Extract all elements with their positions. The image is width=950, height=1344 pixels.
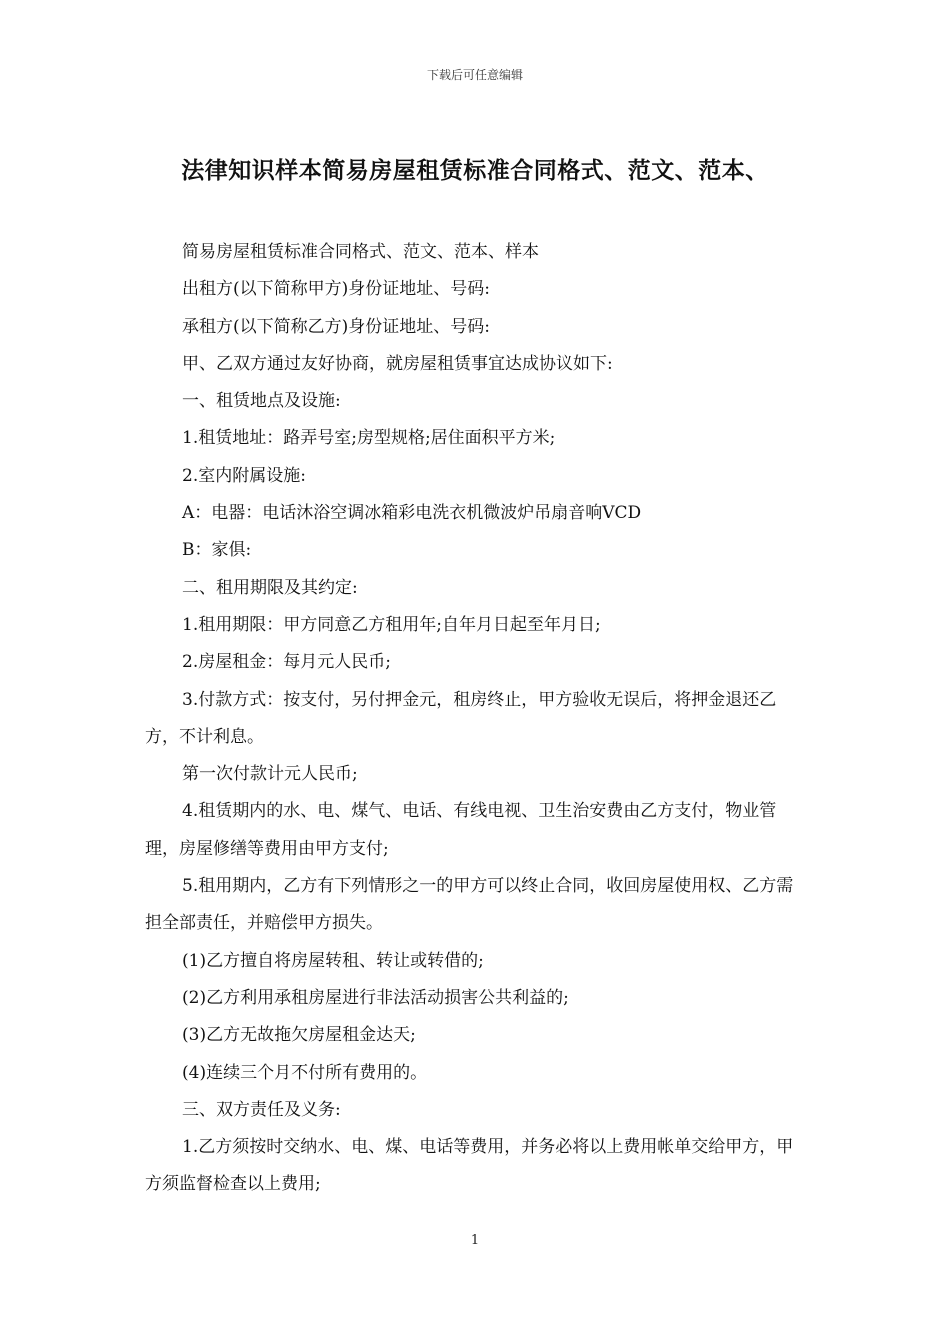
paragraph: 1.租用期限：甲方同意乙方租用年;自年月日起至年月日;: [182, 614, 601, 635]
document-body: [145, 234, 810, 1204]
header-note: 下载后可任意编辑: [426, 68, 523, 82]
paragraph: 4.租赁期内的水、电、煤气、电话、有线电视、卫生治安费由乙方支付，物业管理，房屋修缮等费用由甲方支付;: [145, 801, 777, 859]
paragraph: 甲、乙双方通过友好协商，就房屋租赁事宜达成协议如下:: [182, 353, 613, 374]
paragraph: 第一次付款计元人民币;: [182, 764, 358, 785]
paragraph: 5.租用期内，乙方有下列情形之一的甲方可以终止合同，收回房屋使用权、乙方需担全部责任，并赔偿甲方损失。: [145, 876, 794, 934]
paragraph: 简易房屋租赁标准合同格式、范文、范本、样本: [182, 242, 539, 262]
paragraph: 一、租赁地点及设施:: [182, 391, 341, 412]
paragraph: 3.付款方式：按支付，另付押金元，租房终止，甲方验收无误后，将押金退还乙方，不计利息。: [145, 689, 777, 747]
document-title: 法律知识样本简易房屋租赁标准合同格式、范文、范本、: [181, 157, 769, 184]
paragraph: 三、双方责任及义务:: [182, 1099, 341, 1120]
paragraph: 2.室内附属设施:: [182, 465, 306, 486]
paragraph: 1.租赁地址：路弄号室;房型规格;居住面积平方米;: [182, 428, 556, 449]
paragraph: (4)连续三个月不付所有费用的。: [182, 1062, 428, 1083]
paragraph: 承租方(以下简称乙方)身份证地址、号码:: [182, 316, 490, 337]
paragraph: 出租方(以下简称甲方)身份证地址、号码:: [182, 279, 490, 300]
page-number: 1: [470, 1233, 480, 1248]
paragraph: 1.乙方须按时交纳水、电、煤、电话等费用，并务必将以上费用帐单交给甲方，甲方须监督检查以上费用;: [145, 1137, 794, 1195]
paragraph: (3)乙方无故拖欠房屋租金达天;: [182, 1025, 416, 1046]
paragraph: 2.房屋租金：每月元人民币;: [182, 652, 391, 673]
paragraph: A：电器：电话沐浴空调冰箱彩电洗衣机微波炉吊扇音响VCD: [182, 503, 642, 524]
paragraph: (2)乙方利用承租房屋进行非法活动损害公共利益的;: [182, 987, 569, 1008]
paragraph: B：家俱:: [182, 540, 252, 561]
paragraph: (1)乙方擅自将房屋转租、转让或转借的;: [182, 950, 484, 971]
paragraph: 二、租用期限及其约定:: [182, 577, 358, 598]
